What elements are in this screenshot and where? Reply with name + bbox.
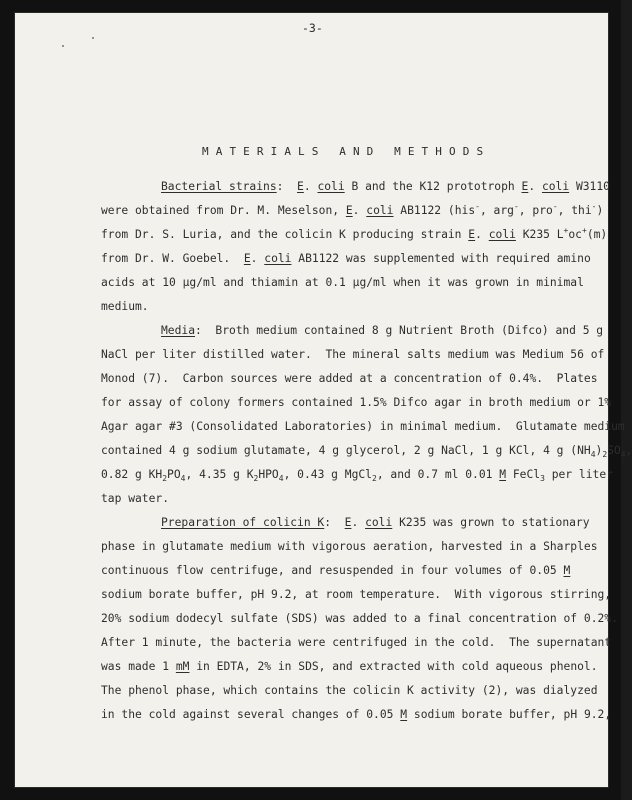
text-line: medium. bbox=[101, 300, 149, 313]
text-line: 20% sodium dodecyl sulfate (SDS) was added to a final concentration of 0.2%. bbox=[101, 612, 618, 625]
text-line: continuous flow centrifuge, and resuspended in four volumes of 0.05 M bbox=[101, 564, 571, 577]
text-line: Preparation of colicin K: E. coli K235 was grown to stationary bbox=[161, 516, 590, 529]
text-line: Bacterial strains: E. coli B and the K12 prototroph E. coli W3110 bbox=[161, 180, 610, 193]
text-line: contained 4 g sodium glutamate, 4 g glycerol, 2 g NaCl, 1 g KCl, 4 g $(NH_4)_2SO_4$, bbox=[101, 444, 632, 459]
speck bbox=[62, 45, 64, 47]
text-line: phase in glutamate medium with vigorous aeration, harvested in a Sharples bbox=[101, 540, 598, 553]
text-line: NaCl per liter distilled water. The mineral salts medium was Medium 56 of bbox=[101, 348, 605, 361]
page-number: -3- bbox=[302, 21, 323, 35]
text-line: from Dr. W. Goebel. E. coli AB1122 was supplemented with required amino bbox=[101, 252, 591, 265]
text-line: After 1 minute, the bacteria were centrifuged in the cold. The supernatant bbox=[101, 636, 612, 649]
text-line: in the cold against several changes of 0.05 M sodium borate buffer, pH 9.2, bbox=[101, 708, 612, 721]
text-line: The phenol phase, which contains the colicin K activity (2), was dialyzed bbox=[101, 684, 598, 697]
speck bbox=[92, 37, 94, 39]
subheading-bacterial-strains: Bacterial strains bbox=[161, 180, 277, 193]
text-line: from Dr. S. Luria, and the colicin K producing strain E. coli K235 L+oc+(m) bbox=[101, 226, 608, 241]
subheading-media: Media bbox=[161, 324, 196, 337]
text-line: Agar agar #3 (Consolidated Laboratories) in minimal medium. Glutamate medium bbox=[101, 420, 625, 433]
text-line: sodium borate buffer, pH 9.2, at room temperature. With vigorous stirring, bbox=[101, 588, 612, 601]
text-line: acids at 10 μg/ml and thiamin at 0.1 μg/ml when it was grown in minimal bbox=[101, 276, 584, 289]
text-line: for assay of colony formers contained 1.5% Difco agar in broth medium or 1% bbox=[101, 396, 612, 409]
text-line: 0.82 g $KH_2PO_4$, 4.35 g $K_2HPO_4$, 0.43 g MgCl$_2$, and 0.7 ml 0.01 M FeCl$_3$ per liter bbox=[101, 468, 613, 483]
subheading-colicin-k: Preparation of colicin K bbox=[161, 516, 325, 529]
text-line: tap water. bbox=[101, 492, 170, 505]
text-line: Monod (7). Carbon sources were added at a concentration of 0.4%. Plates bbox=[101, 372, 598, 385]
text-line: Media: Broth medium contained 8 g Nutrient Broth (Difco) and 5 g bbox=[161, 324, 604, 337]
text-line: were obtained from Dr. M. Meselson, E. coli AB1122 (his-, arg-, pro-, thi-) bbox=[101, 202, 604, 217]
text-line: was made 1 mM in EDTA, 2% in SDS, and extracted with cold aqueous phenol. bbox=[101, 660, 598, 673]
section-heading: MATERIALS AND METHODS bbox=[202, 145, 491, 158]
